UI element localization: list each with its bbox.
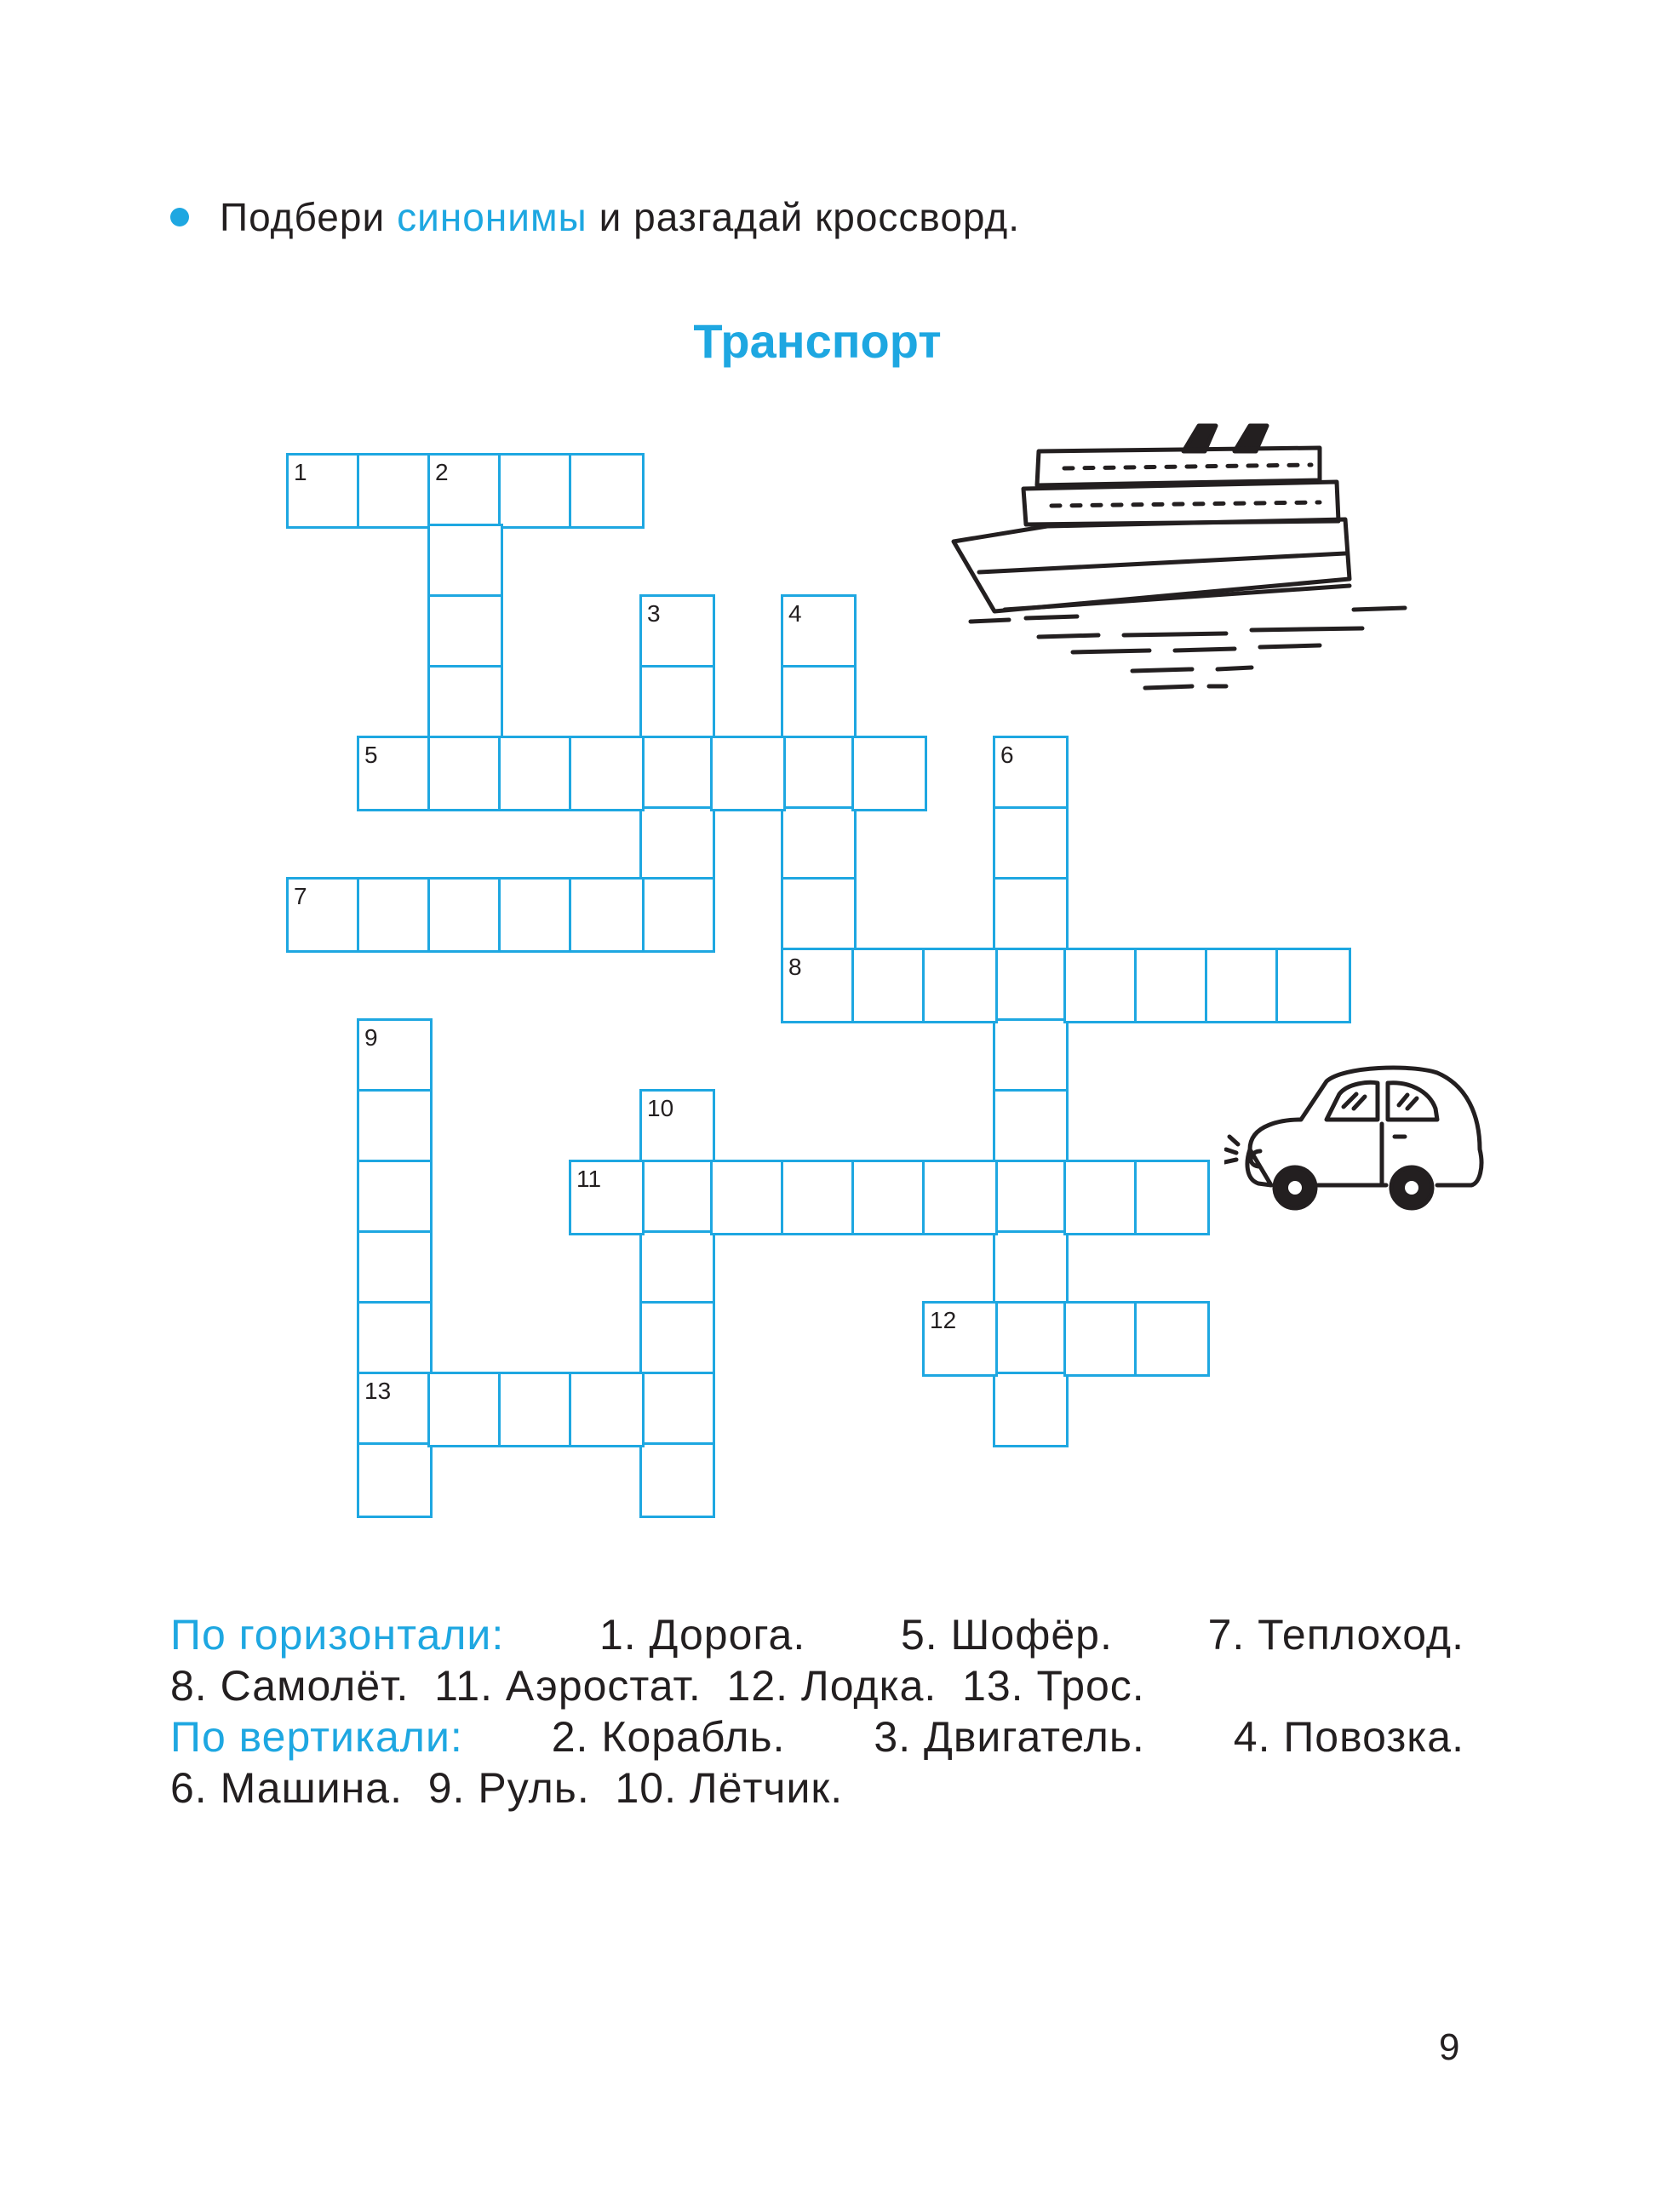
crossword-cell[interactable] [427,1372,503,1447]
crossword-cell[interactable] [781,665,857,741]
crossword-cell[interactable] [851,1160,927,1235]
crossword-cell[interactable] [286,453,362,529]
crossword-cell[interactable] [639,1301,715,1377]
crossword-cell[interactable] [993,1018,1069,1094]
crossword-cell[interactable] [993,1230,1069,1306]
car-icon [1224,1056,1514,1226]
crossword-cell[interactable] [357,1018,433,1094]
clues-down-line-2 [170,1762,1464,1814]
instruction-text-end: и разгадай кроссворд. [599,195,1021,239]
crossword-cell[interactable] [639,736,715,811]
crossword-cell[interactable] [639,1442,715,1518]
bullet-icon [170,208,189,226]
crossword-cell[interactable] [639,1160,715,1235]
crossword-cell[interactable] [569,453,645,529]
crossword-cell[interactable] [639,1372,715,1447]
crossword-cell[interactable] [993,736,1069,811]
crossword-cell[interactable] [569,1372,645,1447]
crossword-cell[interactable] [639,877,715,953]
crossword-cell[interactable] [427,594,503,670]
clue-down-3: 3. Двигатель. [874,1713,1145,1761]
crossword-cell[interactable] [427,524,503,599]
clues-section [170,1609,1464,1814]
crossword-cell[interactable] [357,736,433,811]
across-label: По горизонтали: [170,1611,505,1659]
clue-number: 6 [1000,742,1014,768]
crossword-cell[interactable] [639,1089,715,1165]
down-label: По вертикали: [170,1713,463,1761]
crossword-cell[interactable] [1063,1160,1139,1235]
instruction-highlight: синонимы [397,195,587,239]
clue-number: 7 [294,883,307,909]
clues-across-line-1 [170,1609,1464,1660]
clue-number: 10 [647,1095,674,1121]
crossword-cell[interactable] [993,1372,1069,1447]
crossword-cell[interactable] [781,877,857,953]
clue-number: 4 [788,600,802,627]
crossword-cell[interactable] [498,453,574,529]
crossword-cell[interactable] [357,1230,433,1306]
clue-number: 8 [788,954,802,980]
crossword-cell[interactable] [781,594,857,670]
clue-number: 11 [576,1166,602,1192]
clue-down-4: 4. Повозка. [1233,1713,1464,1761]
crossword-cell[interactable] [357,1372,433,1447]
crossword-cell[interactable] [993,948,1069,1023]
clue-number: 5 [364,742,378,768]
crossword-cell[interactable] [993,1301,1069,1377]
crossword-cell[interactable] [781,736,857,811]
crossword-cell[interactable] [639,806,715,882]
crossword-cell[interactable] [1134,1301,1210,1377]
crossword-cell[interactable] [993,1160,1069,1235]
clue-number: 12 [930,1307,957,1333]
clue-number: 13 [364,1378,392,1404]
crossword-cell[interactable] [993,877,1069,953]
crossword-cell[interactable] [922,1160,998,1235]
page-number: 9 [1439,2026,1460,2068]
crossword-cell[interactable] [357,1089,433,1165]
crossword-cell[interactable] [781,806,857,882]
crossword-cell[interactable] [357,1160,433,1235]
crossword-cell[interactable] [639,665,715,741]
crossword-cell[interactable] [1275,948,1351,1023]
crossword-cell[interactable] [569,736,645,811]
crossword-cell[interactable] [498,877,574,953]
crossword-cell[interactable] [1205,948,1281,1023]
crossword-cell[interactable] [781,1160,857,1235]
crossword-cell[interactable] [1063,1301,1139,1377]
clue-number: 9 [364,1024,378,1051]
crossword-cell[interactable] [710,736,786,811]
clue-across-1: 1. Дорога. [599,1611,806,1659]
crossword-cell[interactable] [569,1160,645,1235]
crossword-cell[interactable] [1134,948,1210,1023]
crossword-cell[interactable] [286,877,362,953]
instruction-text: Подбери [220,195,386,239]
clue-number: 2 [435,459,449,485]
clue-down-2: 2. Корабль. [551,1713,786,1761]
crossword-cell[interactable] [569,877,645,953]
crossword-cell[interactable] [922,1301,998,1377]
crossword-cell[interactable] [498,736,574,811]
clue-across-7: 7. Теплоход. [1207,1611,1464,1659]
crossword-cell[interactable] [1134,1160,1210,1235]
crossword-cell[interactable] [851,736,927,811]
crossword-cell[interactable] [357,877,433,953]
clues-across-line-2 [170,1660,1464,1711]
crossword-cell[interactable] [498,1372,574,1447]
ship-icon [945,417,1422,707]
task-instruction [170,194,1020,240]
crossword-cell[interactable] [993,1089,1069,1165]
crossword-cell[interactable] [710,1160,786,1235]
clue-across-rest: 8. Самолёт. 11. Аэростат. 12. Лодка. 13. Трос. [170,1662,1145,1710]
crossword-cell[interactable] [427,453,503,529]
crossword-cell[interactable] [922,948,998,1023]
crossword-cell[interactable] [357,1301,433,1377]
clue-across-5: 5. Шофёр. [900,1611,1113,1659]
page-title: Транспорт [693,314,942,368]
crossword-cell[interactable] [427,877,503,953]
crossword-cell[interactable] [993,806,1069,882]
clue-down-rest: 6. Машина. 9. Руль. 10. Лётчик. [170,1764,844,1812]
clues-down-line-1 [170,1711,1464,1762]
crossword-cell[interactable] [1063,948,1139,1023]
crossword-cell[interactable] [357,453,433,529]
crossword-cell[interactable] [427,665,503,741]
clue-number: 1 [294,459,307,485]
crossword-cell[interactable] [357,1442,433,1518]
crossword-cell[interactable] [639,594,715,670]
crossword-cell[interactable] [781,948,857,1023]
crossword-cell[interactable] [851,948,927,1023]
crossword-cell[interactable] [427,736,503,811]
crossword-cell[interactable] [639,1230,715,1306]
clue-number: 3 [647,600,661,627]
